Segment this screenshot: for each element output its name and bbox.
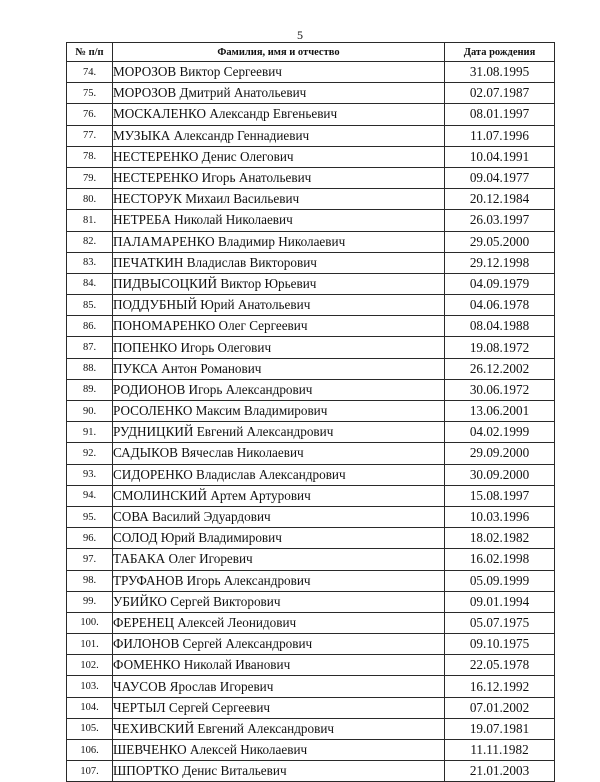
- table-header-row: [67, 43, 555, 62]
- row-number: 83.: [67, 252, 113, 273]
- table-row: [67, 252, 555, 273]
- row-number: 85.: [67, 295, 113, 316]
- full-name: РУДНИЦКИЙ Евгений Александрович: [113, 422, 445, 443]
- birth-date: 26.12.2002: [445, 358, 555, 379]
- birth-date: 11.07.1996: [445, 125, 555, 146]
- row-number: 103.: [67, 676, 113, 697]
- column-header-full-name: Фамилия, имя и отчество: [113, 43, 445, 62]
- table-row: [67, 273, 555, 294]
- table-row: [67, 718, 555, 739]
- full-name: УБИЙКО Сергей Викторович: [113, 591, 445, 612]
- table-row: [67, 761, 555, 782]
- birth-date: 02.07.1987: [445, 83, 555, 104]
- table-row: [67, 634, 555, 655]
- full-name: МУЗЫКА Александр Геннадиевич: [113, 125, 445, 146]
- full-name: СОЛОД Юрий Владимирович: [113, 528, 445, 549]
- table-row: [67, 83, 555, 104]
- row-number: 91.: [67, 422, 113, 443]
- birth-date: 16.02.1998: [445, 549, 555, 570]
- table-row: [67, 591, 555, 612]
- full-name: СМОЛИНСКИЙ Артем Артурович: [113, 485, 445, 506]
- row-number: 92.: [67, 443, 113, 464]
- row-number: 84.: [67, 273, 113, 294]
- birth-date: 04.06.1978: [445, 295, 555, 316]
- row-number: 88.: [67, 358, 113, 379]
- row-number: 75.: [67, 83, 113, 104]
- birth-date: 30.09.2000: [445, 464, 555, 485]
- table-row: [67, 62, 555, 83]
- row-number: 74.: [67, 62, 113, 83]
- row-number: 106.: [67, 740, 113, 761]
- table-row: [67, 358, 555, 379]
- full-name: ПИДВЫСОЦКИЙ Виктор Юрьевич: [113, 273, 445, 294]
- table-row: [67, 210, 555, 231]
- table-row: [67, 443, 555, 464]
- row-number: 77.: [67, 125, 113, 146]
- full-name: ЧЕХИВСКИЙ Евгений Александрович: [113, 718, 445, 739]
- table-row: [67, 506, 555, 527]
- full-name: НЕТРЕБА Николай Николаевич: [113, 210, 445, 231]
- table-row: [67, 612, 555, 633]
- table-row: [67, 464, 555, 485]
- row-number: 76.: [67, 104, 113, 125]
- page-number: 5: [297, 28, 303, 42]
- full-name: ШПОРТКО Денис Витальевич: [113, 761, 445, 782]
- row-number: 107.: [67, 761, 113, 782]
- full-name: ЧАУСОВ Ярослав Игоревич: [113, 676, 445, 697]
- table-row: [67, 231, 555, 252]
- full-name: ПОДДУБНЫЙ Юрий Анатольевич: [113, 295, 445, 316]
- row-number: 80.: [67, 189, 113, 210]
- row-number: 98.: [67, 570, 113, 591]
- full-name: РОДИОНОВ Игорь Александрович: [113, 379, 445, 400]
- full-name: ПОПЕНКО Игорь Олегович: [113, 337, 445, 358]
- birth-date: 26.03.1997: [445, 210, 555, 231]
- birth-date: 08.01.1997: [445, 104, 555, 125]
- full-name: ФОМЕНКО Николай Иванович: [113, 655, 445, 676]
- full-name: САДЫКОВ Вячеслав Николаевич: [113, 443, 445, 464]
- birth-date: 09.01.1994: [445, 591, 555, 612]
- birth-date: 19.08.1972: [445, 337, 555, 358]
- full-name: НЕСТОРУК Михаил Васильевич: [113, 189, 445, 210]
- full-name: СИДОРЕНКО Владислав Александрович: [113, 464, 445, 485]
- row-number: 79.: [67, 167, 113, 188]
- full-name: РОСОЛЕНКО Максим Владимирович: [113, 401, 445, 422]
- birth-date: 15.08.1997: [445, 485, 555, 506]
- full-name: НЕСТЕРЕНКО Денис Олегович: [113, 146, 445, 167]
- birth-date: 22.05.1978: [445, 655, 555, 676]
- table-row: [67, 549, 555, 570]
- table-body: [67, 62, 555, 782]
- table-row: [67, 125, 555, 146]
- row-number: 95.: [67, 506, 113, 527]
- birth-date: 31.08.1995: [445, 62, 555, 83]
- birth-date: 09.04.1977: [445, 167, 555, 188]
- row-number: 94.: [67, 485, 113, 506]
- table-row: [67, 485, 555, 506]
- full-name: ШЕВЧЕНКО Алексей Николаевич: [113, 740, 445, 761]
- table-row: [67, 104, 555, 125]
- table-row: [67, 337, 555, 358]
- table-row: [67, 189, 555, 210]
- table-row: [67, 379, 555, 400]
- full-name: СОВА Василий Эдуардович: [113, 506, 445, 527]
- birth-date: 18.02.1982: [445, 528, 555, 549]
- birth-date: 04.09.1979: [445, 273, 555, 294]
- row-number: 99.: [67, 591, 113, 612]
- column-header-birth-date: Дата рождения: [445, 43, 555, 62]
- row-number: 81.: [67, 210, 113, 231]
- birth-date: 29.12.1998: [445, 252, 555, 273]
- row-number: 96.: [67, 528, 113, 549]
- birth-date: 09.10.1975: [445, 634, 555, 655]
- full-name: ПУКСА Антон Романович: [113, 358, 445, 379]
- table-row: [67, 146, 555, 167]
- birth-date: 16.12.1992: [445, 676, 555, 697]
- row-number: 102.: [67, 655, 113, 676]
- table-row: [67, 167, 555, 188]
- row-number: 105.: [67, 718, 113, 739]
- birth-date: 05.07.1975: [445, 612, 555, 633]
- row-number: 93.: [67, 464, 113, 485]
- birth-date: 11.11.1982: [445, 740, 555, 761]
- full-name: ЧЕРТЫЛ Сергей Сергеевич: [113, 697, 445, 718]
- full-name: ПОНОМАРЕНКО Олег Сергеевич: [113, 316, 445, 337]
- table-row: [67, 528, 555, 549]
- row-number: 90.: [67, 401, 113, 422]
- row-number: 97.: [67, 549, 113, 570]
- row-number: 78.: [67, 146, 113, 167]
- table-row: [67, 570, 555, 591]
- table-row: [67, 316, 555, 337]
- birth-date: 10.04.1991: [445, 146, 555, 167]
- birth-date: 20.12.1984: [445, 189, 555, 210]
- full-name: ПАЛАМАРЕНКО Владимир Николаевич: [113, 231, 445, 252]
- row-number: 89.: [67, 379, 113, 400]
- table-row: [67, 401, 555, 422]
- full-name: ФИЛОНОВ Сергей Александрович: [113, 634, 445, 655]
- table-row: [67, 422, 555, 443]
- birth-date: 19.07.1981: [445, 718, 555, 739]
- birth-date: 05.09.1999: [445, 570, 555, 591]
- table-row: [67, 697, 555, 718]
- birth-date: 07.01.2002: [445, 697, 555, 718]
- row-number: 87.: [67, 337, 113, 358]
- table-row: [67, 740, 555, 761]
- table-row: [67, 655, 555, 676]
- full-name: НЕСТЕРЕНКО Игорь Анатольевич: [113, 167, 445, 188]
- full-name: МОРОЗОВ Виктор Сергеевич: [113, 62, 445, 83]
- table-row: [67, 295, 555, 316]
- full-name: ФЕРЕНЕЦ Алексей Леонидович: [113, 612, 445, 633]
- full-name: ПЕЧАТКИН Владислав Викторович: [113, 252, 445, 273]
- birth-date: 04.02.1999: [445, 422, 555, 443]
- birth-date: 29.09.2000: [445, 443, 555, 464]
- birth-date: 10.03.1996: [445, 506, 555, 527]
- birth-date: 08.04.1988: [445, 316, 555, 337]
- row-number: 86.: [67, 316, 113, 337]
- birth-date: 29.05.2000: [445, 231, 555, 252]
- roster-table: [66, 42, 555, 782]
- full-name: МОРОЗОВ Дмитрий Анатольевич: [113, 83, 445, 104]
- full-name: ТАБАКА Олег Игоревич: [113, 549, 445, 570]
- full-name: ТРУФАНОВ Игорь Александрович: [113, 570, 445, 591]
- birth-date: 30.06.1972: [445, 379, 555, 400]
- row-number: 104.: [67, 697, 113, 718]
- birth-date: 13.06.2001: [445, 401, 555, 422]
- row-number: 100.: [67, 612, 113, 633]
- row-number: 101.: [67, 634, 113, 655]
- birth-date: 21.01.2003: [445, 761, 555, 782]
- row-number: 82.: [67, 231, 113, 252]
- full-name: МОСКАЛЕНКО Александр Евгеньевич: [113, 104, 445, 125]
- column-header-number: № п/п: [67, 43, 113, 62]
